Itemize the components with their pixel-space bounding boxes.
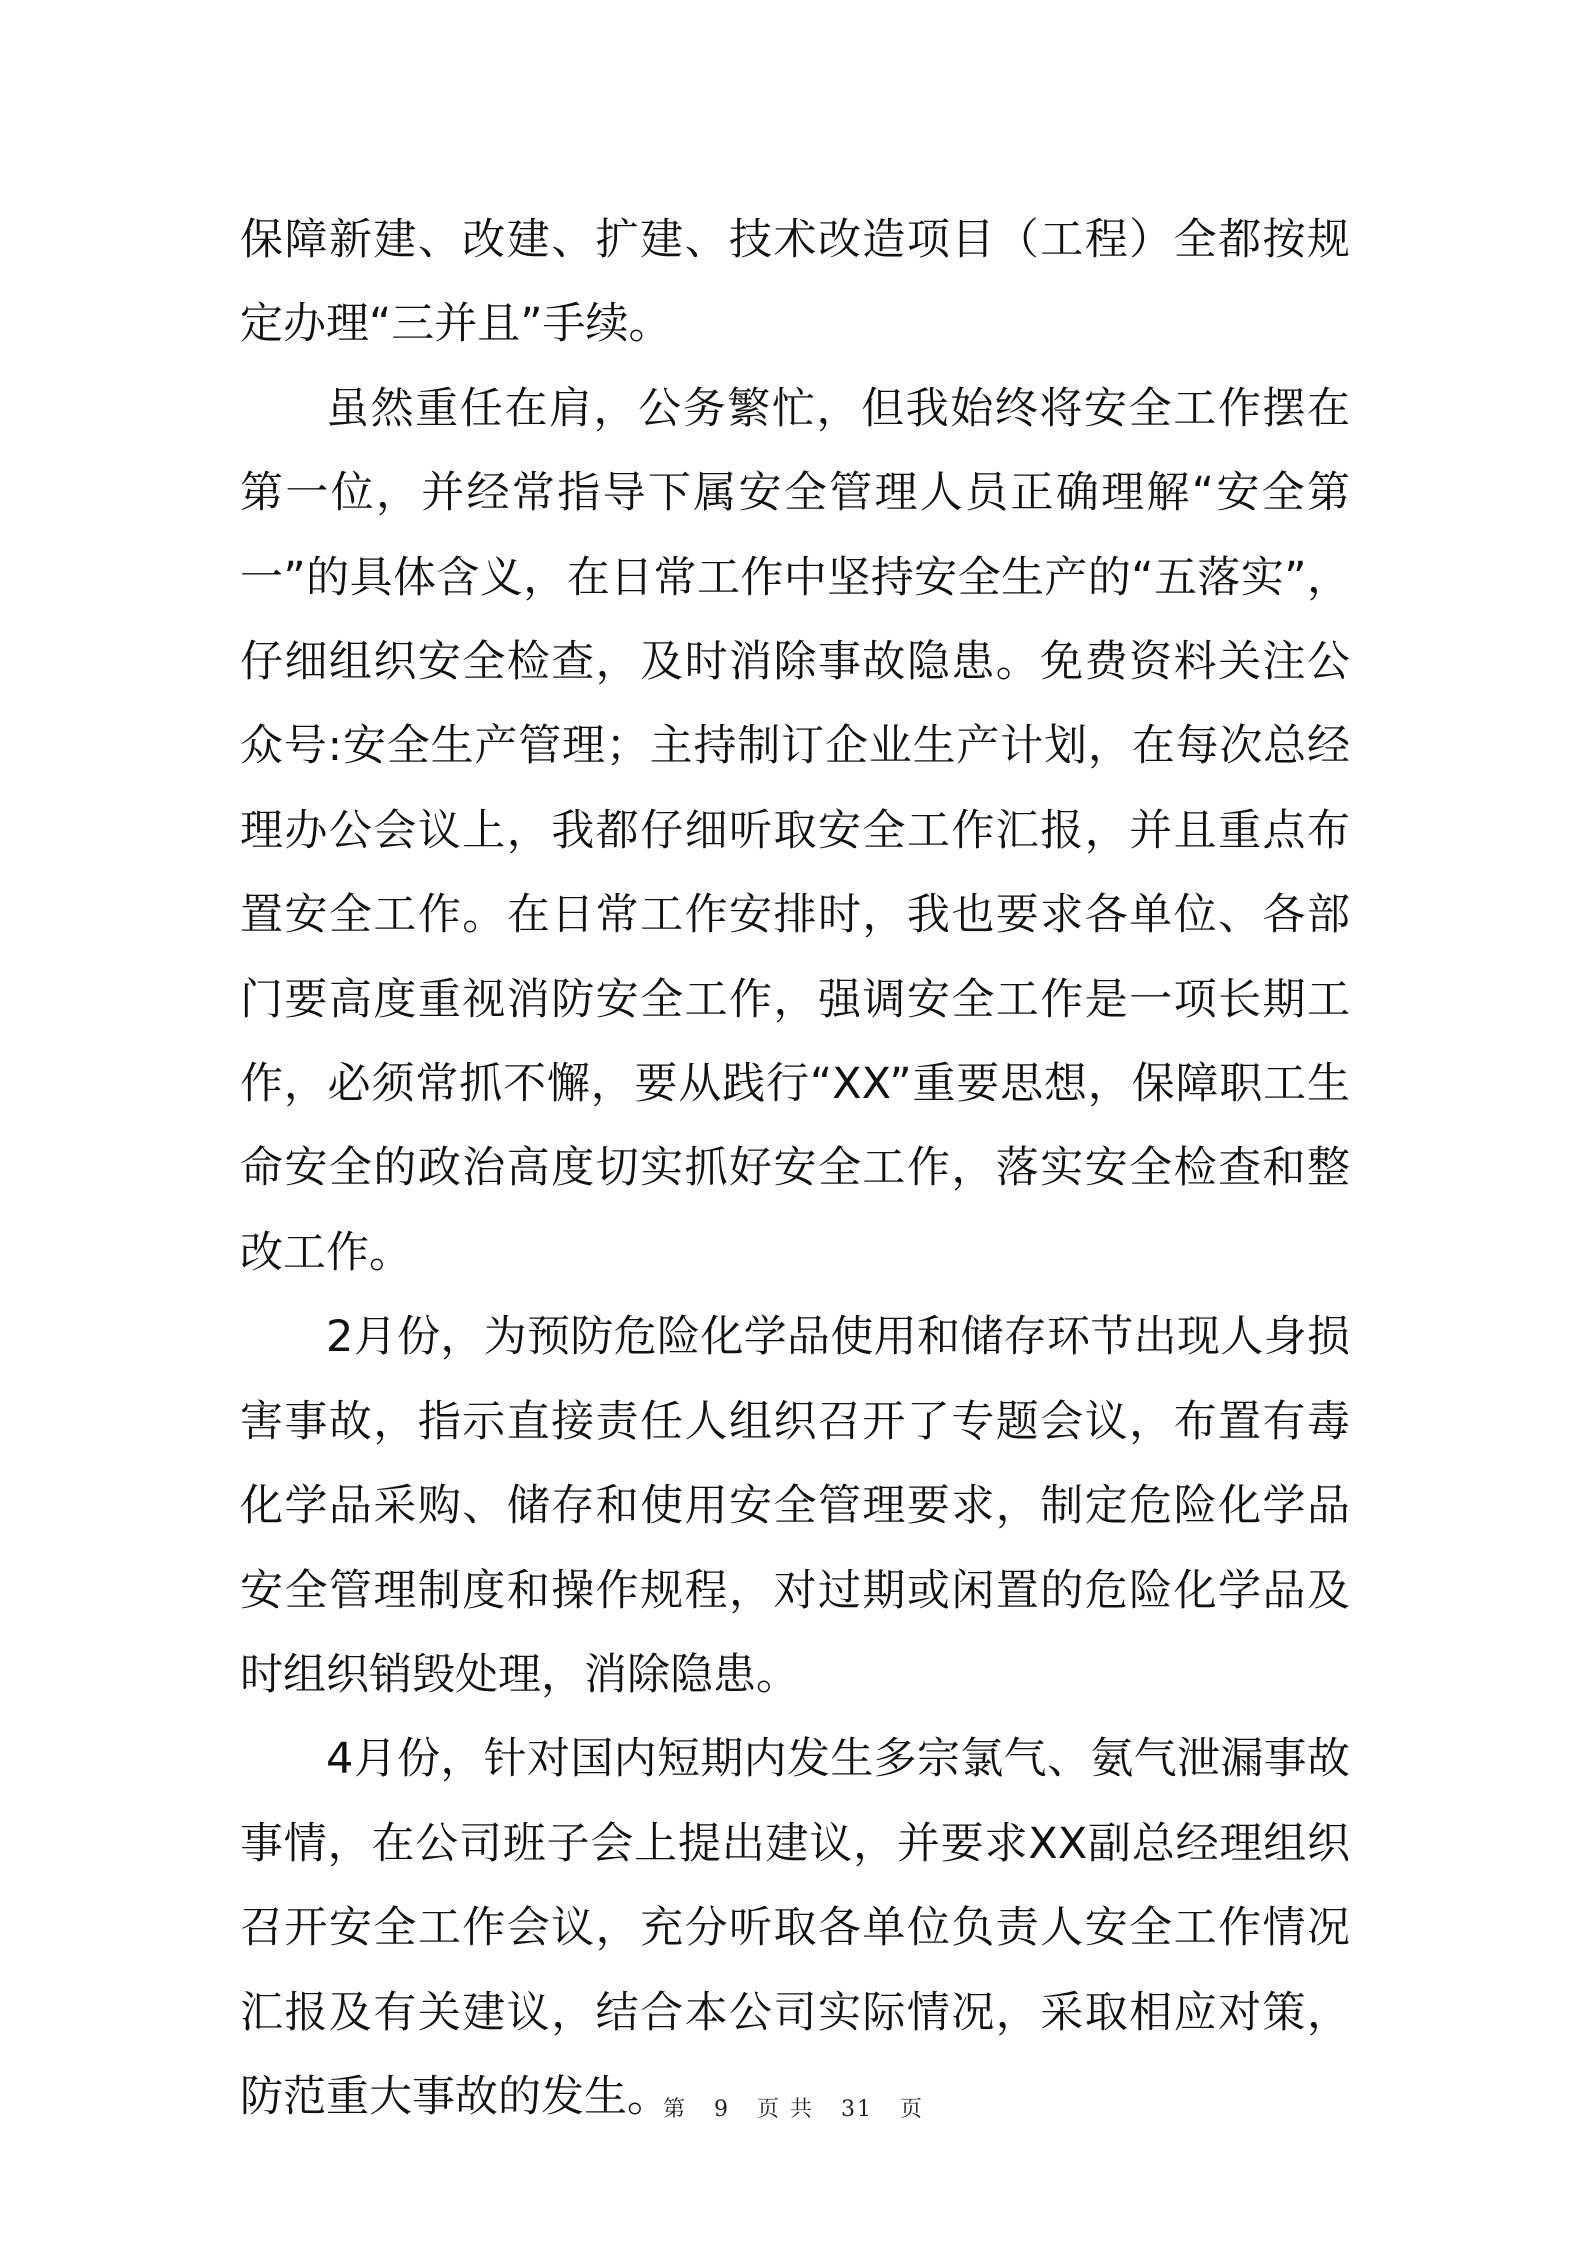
paragraph-4: 4月份，针对国内短期内发生多宗氯气、氨气泄漏事故事情，在公司班子会上提出建议，并要求XX副总经理组织召开安全工作会议，充分听取各单位负责人安全工作情况汇报及有关建议，结合本公司实际情况，采取相应对策，防范重大事故的发生。 [240, 1734, 1350, 2122]
document-body [240, 198, 1350, 2139]
paragraph-1: 保障新建、改建、扩建、技术改造项目（工程）全都按规定办理“三并且”手续。 [240, 215, 1350, 350]
page-footer [0, 2092, 1587, 2123]
footer-suffix: 页 [900, 2097, 925, 2122]
footer-current-page: 9 [714, 2097, 730, 2122]
paragraph-3: 2月份，为预防危险化学品使用和储存环节出现人身损害事故，指示直接责任人组织召开了专题会议，布置有毒化学品采购、储存和使用安全管理要求，制定危险化学品安全管理制度和操作规程，对过期或闲置的危险化学品及时组织销毁处理，消除隐患。 [240, 1312, 1350, 1700]
paragraph-2: 虽然重任在肩，公务繁忙，但我始终将安全工作摆在第一位，并经常指导下属安全管理人员正确理解“安全第一”的具体含义，在日常工作中坚持安全生产的“五落实”，仔细组织安全检查，及时消除事故隐患。免费资料关注公众号:安全生产管理；主持制订企业生产计划，在每次总经理办公会议上，我都仔细听取安全工作汇报，并且重点布置安全工作。在日常工作安排时，我也要求各单位、各部门要高度重视消防安全工作，强调安全工作是一项长期工作，必须常抓不懈，要从践行“XX”重要思想，保障职工生命安全的政治高度切实抓好安全工作，落实安全检查和整改工作。 [240, 383, 1350, 1278]
footer-prefix: 第 [662, 2097, 687, 2122]
footer-middle: 页 共 [757, 2097, 814, 2122]
footer-total-pages: 31 [841, 2097, 873, 2122]
